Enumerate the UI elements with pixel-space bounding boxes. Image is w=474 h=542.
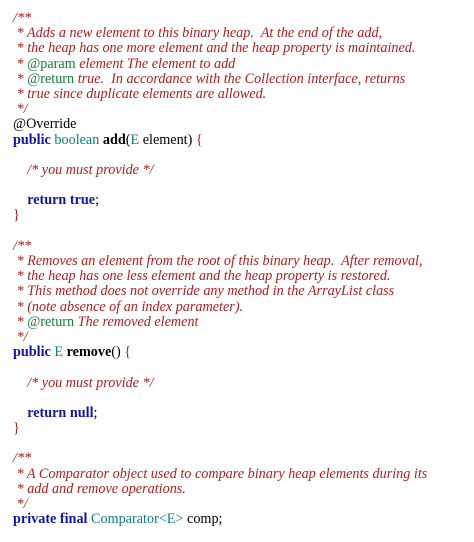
code-token-comment: */ (13, 328, 28, 345)
code-token-type: boolean (54, 131, 100, 148)
code-token-comment: * (13, 55, 28, 72)
code-line (13, 193, 474, 208)
code-token-comment: * add and remove operations. (13, 480, 186, 497)
code-token-comment: */ (13, 496, 28, 512)
code-line (13, 451, 474, 466)
code-line (13, 467, 474, 482)
code-line (13, 148, 474, 163)
code-line (13, 436, 474, 451)
code-token-plain (13, 192, 27, 208)
code-line (13, 421, 474, 436)
code-line (13, 497, 474, 512)
code-token-ann: @Override (13, 116, 77, 133)
code-token-plain: ; (93, 404, 98, 421)
code-token-comment: * Adds a new element to this binary heap. At the end of the add, (13, 25, 383, 42)
code-token-tag: @return (27, 313, 75, 330)
code-line (13, 315, 474, 330)
code-token-brace: } (13, 420, 20, 437)
code-token-plain: comp; (183, 511, 223, 528)
code-line (13, 11, 474, 26)
code-line (13, 376, 474, 391)
code-line (13, 391, 474, 406)
code-token-comment: /** (13, 10, 32, 26)
code-token-comment: * Removes an element from the root of this binary heap. After removal, (13, 253, 423, 269)
code-line (13, 300, 474, 315)
code-token-comment: * (13, 70, 28, 87)
code-token-comment: true. In accordance with the Collection interface, returns (74, 70, 406, 87)
code-token-tag: @return (27, 70, 75, 87)
code-token-kw: final (59, 511, 88, 528)
code-token-plain (13, 405, 27, 421)
code-token-comment: * the heap has one more element and the heap property is maintained. (13, 40, 416, 57)
code-line (13, 269, 474, 284)
code-line (13, 117, 474, 132)
code-token-comment: /** (13, 450, 32, 467)
code-token-brace: } (13, 207, 20, 224)
code-token-kw: public (13, 131, 51, 148)
code-token-comment: * the heap has one less element and the heap property is restored. (13, 268, 391, 285)
code-token-comment: /** (13, 237, 32, 254)
code-token-type: E (54, 344, 64, 361)
code-token-kw: return (27, 404, 67, 421)
code-token-mname: remove (66, 344, 112, 361)
code-line (13, 41, 474, 56)
code-line (13, 482, 474, 497)
code-line (13, 178, 474, 193)
code-line (13, 163, 474, 178)
code-line (13, 239, 474, 254)
code-line (13, 224, 474, 239)
code-line (13, 254, 474, 269)
code-token-comment: * (13, 313, 28, 330)
code-token-comment: * true since duplicate elements are allowed. (13, 85, 267, 102)
code-token-comment: * (note absence of an index parameter). (13, 298, 244, 315)
code-token-mname: add (102, 131, 126, 148)
code-token-type: E (130, 131, 140, 148)
code-line (13, 208, 474, 223)
code-token-brace: { (124, 344, 132, 361)
code-token-comment: */ (13, 101, 28, 118)
code-token-comment: * This method does not override any method in the ArrayList class (13, 283, 395, 300)
code-line (13, 72, 474, 87)
code-line (13, 284, 474, 299)
code-line (13, 330, 474, 345)
code-line (13, 512, 474, 527)
code-token-punct: ( (125, 131, 131, 148)
code-token-brace: { (195, 131, 203, 148)
code-token-kw: return (27, 192, 67, 209)
code-token-comment: * A Comparator object used to compare binary heap elements during its (13, 465, 428, 482)
code-token-type: Comparator<E> (91, 511, 184, 528)
code-line (13, 360, 474, 375)
code-token-kw: public (13, 344, 51, 361)
code-token-kw: null (69, 404, 94, 421)
code-line (13, 102, 474, 117)
code-token-kw: true (69, 192, 96, 209)
code-line (13, 133, 474, 148)
code-token-plain: () (111, 344, 125, 361)
code-token-comment: element The element to add (75, 55, 236, 72)
code-token-plain: element) (139, 131, 196, 148)
code-token-comment: The removed element (74, 313, 199, 330)
code-token-kw: private (13, 511, 57, 528)
code-line (13, 87, 474, 102)
code-token-tag: @param (27, 55, 76, 72)
code-line (13, 26, 474, 41)
code-token-comment: /* you must provide */ (13, 161, 154, 178)
code-line (13, 345, 474, 360)
code-line (13, 406, 474, 421)
code-token-plain: ; (95, 192, 100, 209)
code-line (13, 57, 474, 72)
code-token-comment: /* you must provide */ (13, 374, 154, 391)
